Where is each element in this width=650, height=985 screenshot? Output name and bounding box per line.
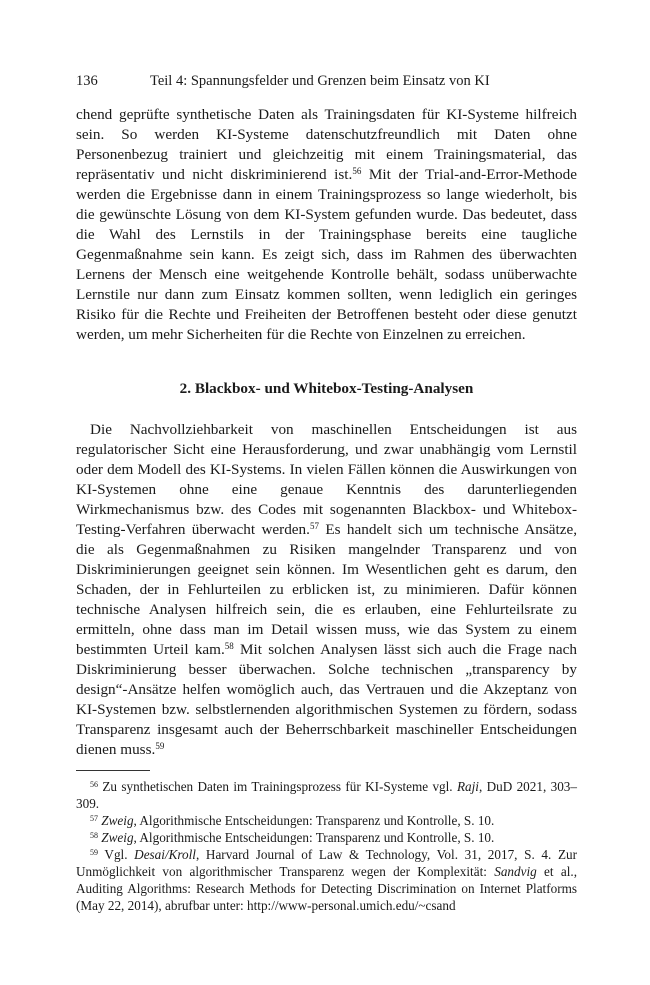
footnotes	[76, 778, 577, 914]
section-heading: 2. Blackbox- und Whitebox-Testing-Analysen	[179, 380, 474, 397]
footnote-number: 56	[90, 780, 98, 789]
paragraph-text: Mit der Trial-and-Error-Methode werden die Ergebnisse dann in einem Trainingsprozess so lange wiederholt, bis die gewünschte Lösung von dem KI-System gefunden wurde. Das bedeutet, dass die Wahl des Lernstils in der Trainingsphase bereits eine taugliche Gegenmaßnahme sein kann. Es zeigt sich, dass im Rahmen des überwachten Lernens der Mensch eine weitgehende Kontrolle behält, sodass unüberwachte Lernstile nur dann zum Einsatz kommen sollten, wenn lediglich ein geringes Risiko für die Rechte und Freiheiten der Betroffenen besteht oder diese genutzt werden, um mehr Sicherheiten für die Rechte von Einzelnen zu erreichen.	[76, 166, 577, 343]
footnote-57	[76, 812, 577, 829]
footnote-text[interactable]: et al., Auditing Algorithms: Research Methods for Detecting Discrimination on Internet Platforms (May 22, 2014), abrufbar unter: http://www-personal.umich.edu/~csand	[76, 864, 577, 913]
paragraph-text: Es handelt sich um technische Ansätze, die als Gegenmaßnahmen zu Risiken mangelnder Transparenz und von Diskriminierungen geeignet sein können. Im Wesentlichen geht es darum, den Schaden, der in Fehlurteilen zu erblicken ist, zu minimieren. Dafür können technische Analysen hilfreich sein, die es erlauben, eine Fehlurteilsrate zu ermitteln, ohne dass man im Detail wissen muss, wie das System zu einem bestimmten Urteil kam.	[76, 521, 577, 658]
paragraph-text: Mit solchen Analysen lässt sich auch die Frage nach Diskriminierung besser überwachen. Solche technischen „transparency by design“-Ansätze helfen womöglich auch, das Vertrauen und die Akzeptanz von KI-Systemen bzw. selbstlernenden algorithmischen Systemen zu fördern, sodass Transparenz insgesamt auch der Beherrschbarkeit maschineller Entscheidungen dienen muss.	[76, 641, 577, 758]
footnote-text: Vgl.	[104, 847, 135, 862]
paragraph-text: Die Nachvollziehbarkeit von maschinellen Entscheidungen ist aus regulatorischer Sicht eine Herausforderung, und zwar unabhängig vom Lernstil oder dem Modell des KI-Systems. In vielen Fällen können die Auswirkungen von KI-Systemen ohne eine genaue Kenntnis des darunterliegenden Wirkmechanismus bzw. des Codes mit sogenannten Blackbox- und Whitebox-Testing-Verfahren überwacht werden.	[76, 421, 577, 538]
footnote-text: , DuD 2021, 303–309.	[76, 779, 577, 811]
footnote-ref-57[interactable]: 57	[309, 521, 319, 531]
footnote-author: Raji	[456, 779, 479, 794]
footnote-59	[76, 846, 577, 914]
running-title: Teil 4: Spannungsfelder und Grenzen beim Einsatz von KI	[150, 73, 490, 89]
footnote-text: , Algorithmische Entscheidungen: Transparenz und Kontrolle, S. 10.	[133, 813, 495, 828]
footnote-text: , Harvard Journal of Law & Technology, Vol. 31, 2017, S. 4. Zur Unmöglichkeit von algorithmischer Transparenz wegen der Komplexität:	[76, 847, 578, 879]
paragraph-continuation	[76, 105, 577, 345]
footnote-text: , Algorithmische Entscheidungen: Transparenz und Kontrolle, S. 10.	[133, 830, 495, 845]
footnote-ref-59[interactable]: 59	[155, 741, 165, 751]
footnote-ref-58[interactable]: 58	[224, 641, 234, 651]
page-number: 136	[76, 73, 98, 89]
footnote-author: Zweig	[101, 830, 134, 845]
footnote-ref-56[interactable]: 56	[352, 166, 362, 176]
running-header	[76, 72, 576, 90]
paragraph-text: chend geprüfte synthetische Daten als Trainingsdaten für KI-Systeme hilfreich sein. So werden KI-Systeme datenschutzfreundlich mit Daten ohne Personenbezug trainiert und gleichzeitig mit einem Trainingsmaterial, das repräsentativ und nicht diskriminierend ist.	[76, 106, 577, 183]
body-paragraph-1	[76, 105, 577, 345]
footnote-text: Zu synthetischen Daten im Trainingsprozess für KI-Systeme vgl.	[102, 779, 457, 794]
footnote-author: Sandvig	[494, 864, 537, 879]
footnote-number: 58	[90, 831, 98, 840]
footnote-56	[76, 778, 577, 812]
footnote-58	[76, 829, 577, 846]
body-paragraph-2	[76, 420, 577, 760]
footnote-author: Desai/Kroll	[134, 847, 196, 862]
footnote-author: Zweig	[101, 813, 134, 828]
footnote-divider	[76, 770, 150, 771]
footnote-number: 57	[90, 814, 98, 823]
paragraph	[76, 420, 577, 760]
footnote-number: 59	[90, 848, 98, 857]
